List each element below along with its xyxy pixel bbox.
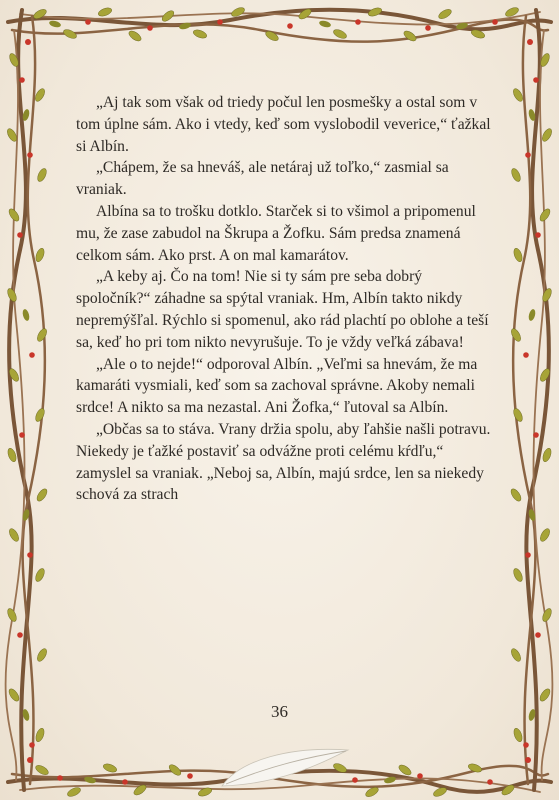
story-text bbox=[76, 92, 496, 506]
paragraph-5: „Ale o to nejde!“ odporoval Albín. „Veľmi sa hnevám, že ma kamaráti vysmiali, keď som sa zachoval správne. Akoby nemali srdce! A nikto sa ma nezastal. Ani Žofka,“ ľutoval sa Albín. bbox=[76, 355, 478, 417]
page-number: 36 bbox=[271, 702, 288, 721]
paragraph-2: „Chápem, že sa hneváš, ale netáraj už toľko,“ zasmial sa vraniak. bbox=[76, 159, 449, 199]
paragraph-3: Albína sa to trošku dotklo. Starček si to všimol a pripomenul mu, že zase zabudol na Škrupa a Žofku. Sám predsa znamená celkom sám. Ako prst. A on mal kamarátov. bbox=[76, 202, 476, 264]
paragraph-6: „Občas sa to stáva. Vrany držia spolu, aby ľahšie našli potravu. Niekedy je ťažké postaviť sa odvážne proti celému kŕdľu,“ zamyslel sa vraniak. „Neboj sa, Albín, majú srdce, len sa niekedy schová za strach bbox=[76, 420, 491, 504]
paragraph-1: „Aj tak som však od triedy počul len posmešky a ostal som v tom úplne sám. Ako i vtedy, keď som vyslobodil veverice,“ ťažkal si Albín. bbox=[76, 94, 491, 155]
paragraph-4: „A keby aj. Čo na tom! Nie si ty sám pre seba dobrý spoločník?“ záhadne sa spýtal vraniak. Hm, Albín takto nikdy nepremýšľal. Rýchlo si spomenul, ako rád plachtí po oblohe a teší sa, keď ho pri tom nikto nevyrušuje. To je vždy veľká zábava! bbox=[76, 268, 489, 351]
